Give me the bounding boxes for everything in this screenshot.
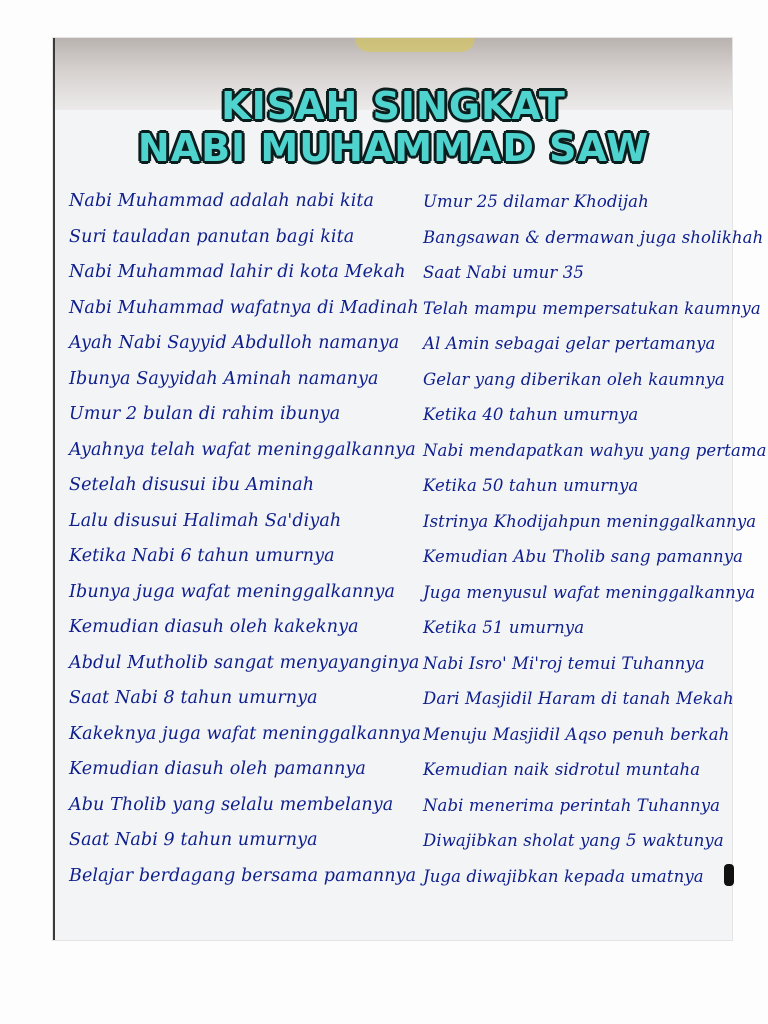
verse-line: Nabi Isro' Mi'roj temui Tuhannya <box>423 653 705 673</box>
verse-line: Lalu disusui Halimah Sa'diyah <box>69 510 342 531</box>
verse-line: Menuju Masjidil Aqso penuh berkah <box>423 724 730 744</box>
verse-line: Kemudian diasuh oleh kakeknya <box>69 617 359 637</box>
verse-line: Kakeknya juga wafat meninggalkannya <box>69 723 421 744</box>
left-column <box>69 184 421 894</box>
poem-columns <box>69 184 767 924</box>
verse-line: Belajar berdagang bersama pamannya <box>69 865 417 886</box>
verse-line: Nabi menerima perintah Tuhannya <box>423 795 721 815</box>
right-column <box>423 184 767 894</box>
verse-line: Setelah disusui ibu Aminah <box>69 475 315 495</box>
verse-line: Ayahnya telah wafat meninggalkannya <box>69 439 416 460</box>
verse-line: Umur 25 dilamar Khodijah <box>423 192 649 211</box>
verse-line: Umur 2 bulan di rahim ibunya <box>69 404 341 424</box>
verse-line: Saat Nabi 8 tahun umurnya <box>69 688 318 708</box>
title-line-2: NABI MUHAMMAD SAW <box>137 126 650 171</box>
verse-line: Ibunya Sayyidah Aminah namanya <box>69 368 379 389</box>
verse-line: Juga diwajibkan kepada umatnya <box>423 866 704 886</box>
verse-line: Juga menyusul wafat meninggalkannya <box>423 582 756 602</box>
verse-line: Suri tauladan panutan bagi kita <box>69 226 355 247</box>
verse-line: Nabi Muhammad wafatnya di Madinah <box>69 297 419 318</box>
verse-line: Saat Nabi umur 35 <box>423 263 584 282</box>
verse-line: Nabi Muhammad lahir di kota Mekah <box>69 262 406 282</box>
poem-sheet <box>53 38 767 940</box>
verse-line: Ayah Nabi Sayyid Abdulloh namanya <box>69 333 400 353</box>
verse-line: Ketika Nabi 6 tahun umurnya <box>69 546 335 566</box>
verse-line: Ketika 50 tahun umurnya <box>423 476 639 495</box>
verse-line: Kemudian naik sidrotul muntaha <box>423 760 701 779</box>
verse-line: Dari Masjidil Haram di tanah Mekah <box>423 689 734 708</box>
verse-line: Istrinya Khodijahpun meninggalkannya <box>423 511 757 531</box>
verse-line: Nabi Muhammad adalah nabi kita <box>69 191 375 211</box>
verse-line: Kemudian Abu Tholib sang pamannya <box>423 547 744 566</box>
verse-line: Abu Tholib yang selalu membelanya <box>69 794 394 815</box>
verse-line: Abdul Mutholib sangat menyayanginya <box>69 652 420 673</box>
ink-blot <box>724 864 734 886</box>
verse-line: Bangsawan & dermawan juga sholikhah <box>423 227 764 247</box>
verse-line: Ketika 51 umurnya <box>423 618 585 637</box>
verse-line: Telah mampu mempersatukan kaumnya <box>423 298 761 318</box>
verse-line: Nabi mendapatkan wahyu yang pertama <box>423 440 767 460</box>
verse-line: Gelar yang diberikan oleh kaumnya <box>423 369 725 389</box>
verse-line: Diwajibkan sholat yang 5 waktunya <box>423 831 724 850</box>
title-line-1: KISAH SINGKAT <box>221 84 566 129</box>
verse-line: Al Amin sebagai gelar pertamanya <box>423 334 716 353</box>
verse-line: Ibunya juga wafat meninggalkannya <box>69 581 396 602</box>
verse-line: Kemudian diasuh oleh pamannya <box>69 759 366 779</box>
verse-line: Ketika 40 tahun umurnya <box>423 405 639 424</box>
page-title <box>55 84 732 171</box>
verse-line: Saat Nabi 9 tahun umurnya <box>69 830 318 850</box>
